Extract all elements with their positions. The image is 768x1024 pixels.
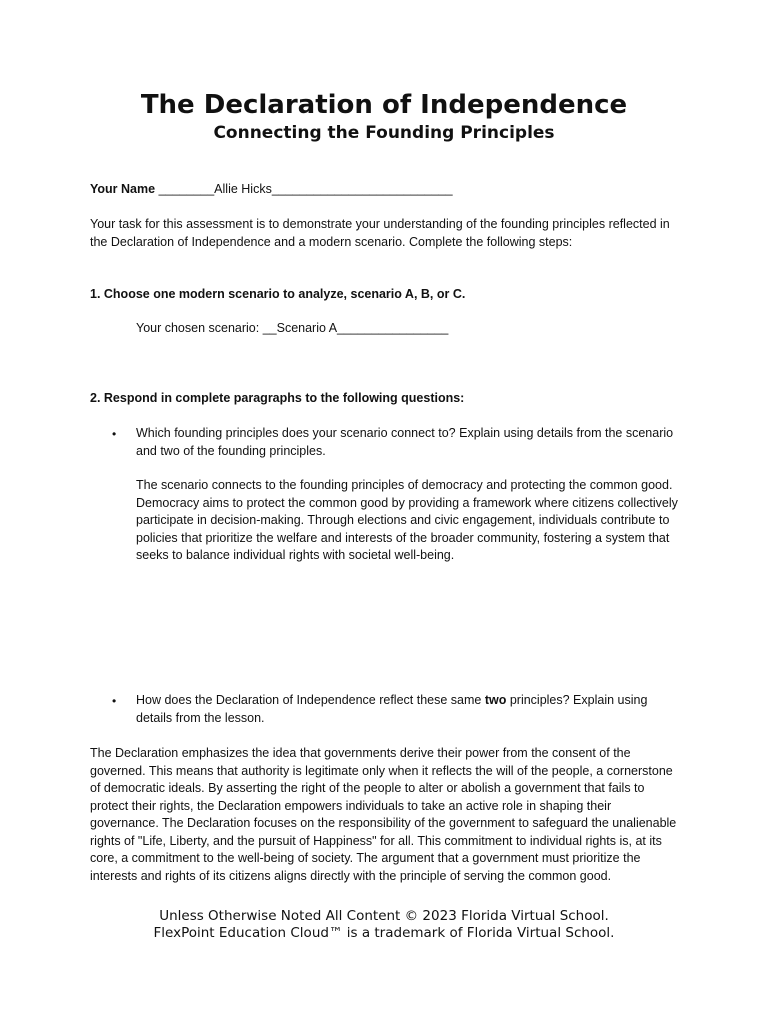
step-2-heading: 2. Respond in complete paragraphs to the following questions: [90, 391, 465, 405]
question-2-text-end: principles? Explain using details from the lesson. [136, 693, 648, 725]
chosen-scenario-line: Your chosen scenario: __Scenario A________________ [136, 321, 449, 335]
intro-paragraph: Your task for this assessment is to demonstrate your understanding of the founding principles reflected in the Declaration of Independence and a modern scenario. Complete the following steps: [90, 217, 670, 249]
question-2-text-start: How does the Declaration of Independence reflect these same [136, 693, 485, 707]
copyright-footer [0, 908, 768, 942]
step-1-heading: 1. Choose one modern scenario to analyze, scenario A, B, or C. [90, 287, 466, 301]
question-2 [136, 692, 676, 727]
footer-copyright-line: Unless Otherwise Noted All Content © 2023 Florida Virtual School. [159, 908, 609, 924]
answer-1: The scenario connects to the founding principles of democracy and protecting the common good. Democracy aims to protect the common good by providing a framework where citizens collectively participate in decision-making. Through elections and civic engagement, individuals contribute to policies that prioritize the welfare and interests of the broader community, fostering a system that seeks to balance individual rights with societal well-being. [136, 478, 678, 562]
question-1: Which founding principles does your scenario connect to? Explain using details from the scenario and two of the founding principles. [136, 426, 674, 458]
question-2-emphasis: two [484, 693, 507, 707]
name-value: ________Allie Hicks__________________________ [158, 182, 453, 196]
document-title: The Declaration of Independence [140, 90, 628, 120]
bullet-icon: • [112, 427, 117, 441]
name-line [90, 181, 453, 199]
document-subtitle: Connecting the Founding Principles [213, 123, 555, 143]
name-label: Your Name [90, 182, 156, 196]
bullet-icon: • [112, 694, 117, 708]
answer-2: The Declaration emphasizes the idea that governments derive their power from the consent of the governed. This means that authority is legitimate only when it reflects the will of the people, a cornerstone of democratic ideals. By asserting the right of the people to alter or abolish a government that fails to protect their rights, the Declaration empowers individuals to take an active role in shaping their governance. The Declaration focuses on the responsibility of the government to safeguard the unalienable rights of "Life, Liberty, and the pursuit of Happiness" for all. This commitment to individual rights is, at its core, a commitment to the well-being of society. The argument that a government must prioritize the interests and rights of its citizens aligns directly with the principle of serving the common good. [90, 746, 677, 883]
footer-trademark-line: FlexPoint Education Cloud™ is a trademark of Florida Virtual School. [153, 925, 615, 941]
